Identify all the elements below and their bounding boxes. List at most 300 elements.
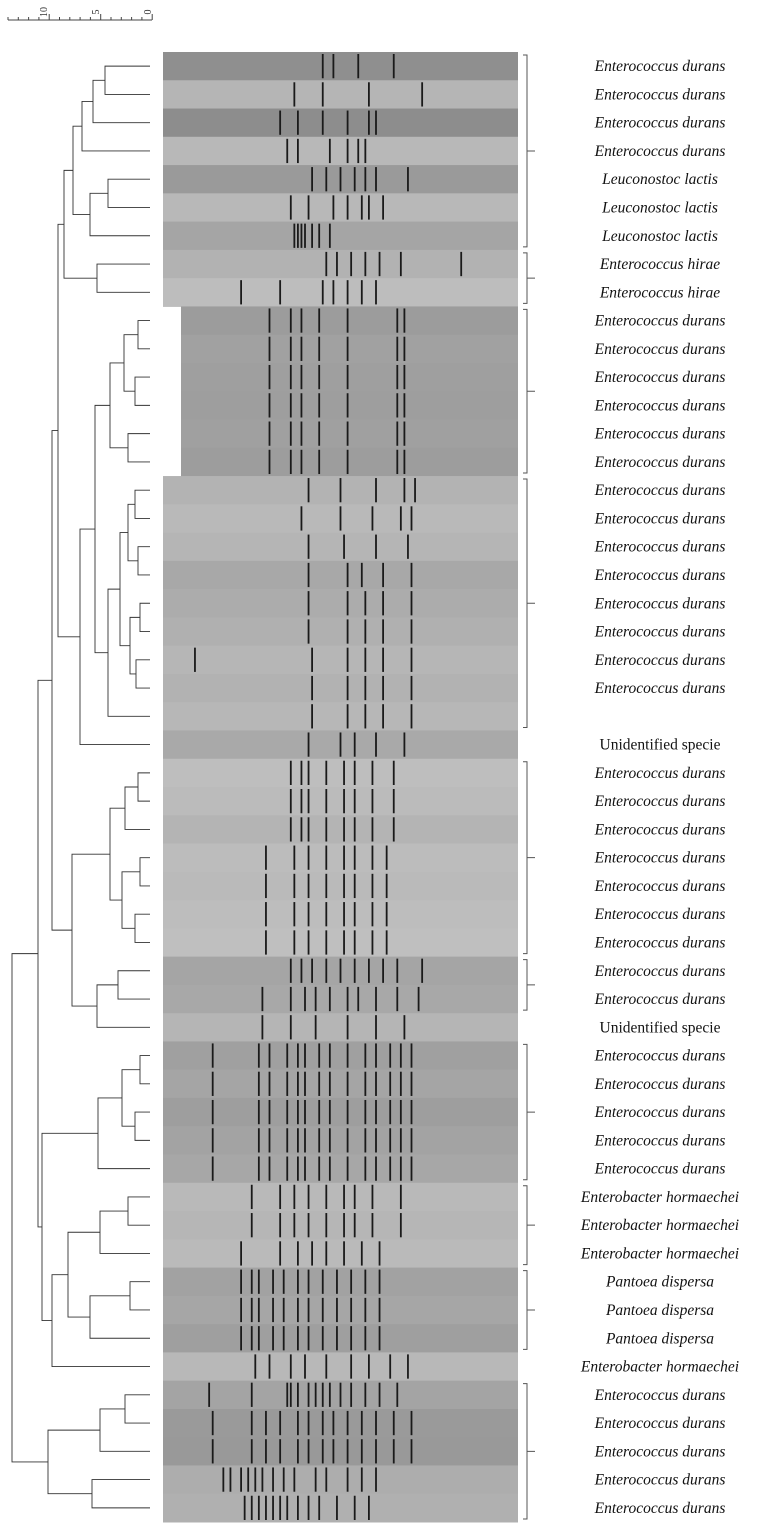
- gel-band: [325, 930, 327, 954]
- gel-band: [194, 648, 196, 672]
- gel-band: [411, 506, 413, 530]
- gel-band: [283, 1467, 285, 1491]
- gel-band: [269, 422, 271, 446]
- group-bracket: [523, 309, 535, 473]
- gel-band: [336, 252, 338, 276]
- gel-band: [364, 1072, 366, 1096]
- gel-band: [311, 648, 313, 672]
- gel-band: [340, 478, 342, 502]
- gel-band: [347, 563, 349, 587]
- gel-band: [354, 167, 356, 191]
- gel-band: [290, 959, 292, 983]
- gel-band: [265, 1496, 267, 1520]
- gel-lane: [181, 363, 518, 392]
- gel-band: [322, 1270, 324, 1294]
- gel-band: [325, 817, 327, 841]
- gel-band: [421, 82, 423, 106]
- gel-band: [329, 1043, 331, 1067]
- gel-band: [343, 817, 345, 841]
- gel-band: [240, 280, 242, 304]
- gel-lane: [163, 1126, 518, 1155]
- isolate-label: Enterococcus durans: [594, 397, 726, 415]
- gel-band: [258, 1270, 260, 1294]
- dendrogram-branch: [64, 170, 97, 278]
- isolate-label: Enterococcus durans: [594, 877, 726, 895]
- gel-band: [347, 1157, 349, 1181]
- gel-band: [325, 167, 327, 191]
- gel-band: [308, 1298, 310, 1322]
- gel-band: [262, 1015, 264, 1039]
- isolate-label: Enterococcus durans: [594, 934, 726, 952]
- gel-band: [304, 1072, 306, 1096]
- gel-band: [347, 1467, 349, 1491]
- gel-lane: [163, 1070, 518, 1099]
- gel-band: [389, 1072, 391, 1096]
- dendrogram-branch: [120, 533, 130, 646]
- gel-band: [361, 563, 363, 587]
- gel-band: [361, 280, 363, 304]
- gel-band: [329, 1100, 331, 1124]
- gel-band: [354, 817, 356, 841]
- isolate-label: Leuconostoc lactis: [602, 199, 718, 217]
- gel-band: [364, 648, 366, 672]
- gel-band: [293, 874, 295, 898]
- gel-band: [343, 1185, 345, 1209]
- gel-band: [364, 1270, 366, 1294]
- gel-band: [386, 874, 388, 898]
- gel-band: [389, 1043, 391, 1067]
- gel-band: [372, 846, 374, 870]
- gel-band: [269, 365, 271, 389]
- gel-band: [336, 1496, 338, 1520]
- dendrogram-branch: [110, 808, 125, 900]
- gel-band: [269, 337, 271, 361]
- gel-band: [251, 1270, 253, 1294]
- gel-band: [272, 1467, 274, 1491]
- gel-band: [304, 1157, 306, 1181]
- dendrogram-branch: [128, 434, 150, 462]
- gel-band: [258, 1496, 260, 1520]
- isolate-label: Enterococcus durans: [594, 623, 726, 641]
- gel-band: [354, 846, 356, 870]
- gel-band: [411, 1411, 413, 1435]
- gel-lane: [163, 1239, 518, 1268]
- gel-lane: [163, 222, 518, 251]
- gel-band: [336, 1270, 338, 1294]
- gel-lane: [163, 815, 518, 844]
- gel-band: [347, 139, 349, 163]
- gel-lane: [163, 1155, 518, 1184]
- gel-lane: [163, 1324, 518, 1353]
- isolate-label: Enterococcus durans: [594, 142, 726, 160]
- dendrogram-branch: [136, 660, 150, 688]
- gel-band: [286, 1072, 288, 1096]
- gel-band: [290, 450, 292, 474]
- gel-band: [318, 450, 320, 474]
- gel-band: [333, 280, 335, 304]
- gel-band: [318, 422, 320, 446]
- dendrogram-branch: [138, 547, 150, 575]
- gel-band: [396, 987, 398, 1011]
- gel-band: [308, 1213, 310, 1237]
- gel-band: [290, 1383, 292, 1407]
- gel-lane: [163, 533, 518, 562]
- gel-band: [301, 450, 303, 474]
- gel-band: [411, 648, 413, 672]
- dendrogram-branch: [90, 193, 150, 235]
- gel-band: [411, 704, 413, 728]
- gel-band: [290, 817, 292, 841]
- gel-band: [368, 1354, 370, 1378]
- dendrogram-branch: [92, 1480, 150, 1508]
- gel-band: [297, 1383, 299, 1407]
- gel-band: [304, 987, 306, 1011]
- gel-band: [375, 1157, 377, 1181]
- isolate-label: Pantoea dispersa: [605, 1273, 715, 1291]
- gel-band: [301, 959, 303, 983]
- isolate-label: Enterococcus durans: [594, 651, 726, 669]
- gel-band: [251, 1496, 253, 1520]
- gel-band: [308, 846, 310, 870]
- gel-band: [325, 789, 327, 813]
- gel-lane: [181, 335, 518, 364]
- gel-band: [240, 1270, 242, 1294]
- gel-band: [265, 902, 267, 926]
- gel-band: [364, 676, 366, 700]
- gel-band: [308, 1326, 310, 1350]
- dendrogram-branch: [135, 490, 150, 518]
- gel-band: [368, 82, 370, 106]
- gel-band: [308, 817, 310, 841]
- gel-band: [372, 874, 374, 898]
- gel-band: [297, 1241, 299, 1265]
- isolate-label: Unidentified specie: [599, 736, 721, 754]
- isolate-label: Enterococcus durans: [594, 453, 726, 471]
- gel-band: [372, 506, 374, 530]
- gel-band: [240, 1326, 242, 1350]
- gel-band: [301, 308, 303, 332]
- gel-band: [311, 959, 313, 983]
- gel-band: [265, 1411, 267, 1435]
- group-bracket: [523, 253, 535, 304]
- gel-band: [375, 167, 377, 191]
- gel-band: [375, 1128, 377, 1152]
- gel-band: [382, 648, 384, 672]
- gel-lane: [163, 1409, 518, 1438]
- gel-band: [382, 959, 384, 983]
- isolate-label: Pantoea dispersa: [605, 1330, 715, 1348]
- gel-band: [240, 1467, 242, 1491]
- gel-band: [269, 1157, 271, 1181]
- isolate-label: Enterococcus durans: [594, 58, 726, 76]
- gel-band: [311, 224, 313, 248]
- gel-band: [293, 930, 295, 954]
- gel-band: [308, 1411, 310, 1435]
- gel-band: [411, 1439, 413, 1463]
- gel-band: [301, 789, 303, 813]
- gel-band: [308, 1383, 310, 1407]
- gel-lane: [181, 448, 518, 477]
- gel-band: [361, 1241, 363, 1265]
- gel-band: [393, 817, 395, 841]
- gel-lane: [163, 137, 518, 166]
- gel-band: [212, 1128, 214, 1152]
- gel-band: [347, 704, 349, 728]
- gel-band: [372, 817, 374, 841]
- gel-band: [293, 1213, 295, 1237]
- dendrogram-branch: [72, 854, 110, 1006]
- gel-band: [290, 1015, 292, 1039]
- gel-band: [208, 1383, 210, 1407]
- gel-band: [325, 1185, 327, 1209]
- dendrogram-branch: [138, 321, 150, 349]
- gel-band: [375, 1467, 377, 1491]
- gel-band: [240, 1298, 242, 1322]
- isolate-label: Enterococcus durans: [594, 538, 726, 556]
- gel-band: [262, 1467, 264, 1491]
- gel-band: [290, 195, 292, 219]
- gel-band: [308, 732, 310, 756]
- gel-band: [258, 1072, 260, 1096]
- gel-band: [340, 506, 342, 530]
- gel-band: [354, 930, 356, 954]
- isolate-label: Enterococcus hirae: [599, 284, 721, 302]
- gel-band: [269, 1043, 271, 1067]
- gel-band: [407, 1354, 409, 1378]
- gel-band: [361, 1467, 363, 1491]
- gel-band: [318, 308, 320, 332]
- gel-band: [400, 1072, 402, 1096]
- dendrogram-branch: [135, 1112, 150, 1140]
- gel-band: [308, 874, 310, 898]
- gel-band: [361, 195, 363, 219]
- gel-lane: [163, 52, 518, 81]
- gel-band: [354, 1185, 356, 1209]
- gel-band: [372, 1213, 374, 1237]
- gel-band: [318, 365, 320, 389]
- gel-band: [325, 846, 327, 870]
- gel-band: [272, 1496, 274, 1520]
- dendrogram-branch: [125, 787, 150, 829]
- gel-band: [411, 676, 413, 700]
- gel-band: [297, 1270, 299, 1294]
- gel-band: [375, 987, 377, 1011]
- gel-band: [361, 1411, 363, 1435]
- gel-band: [389, 1157, 391, 1181]
- isolate-label: Enterobacter hormaechei: [580, 1245, 740, 1263]
- gel-band: [350, 252, 352, 276]
- gel-band: [336, 1326, 338, 1350]
- gel-band: [347, 111, 349, 135]
- gel-band: [379, 1326, 381, 1350]
- isolate-label: Enterococcus durans: [594, 482, 726, 500]
- gel-band: [350, 1270, 352, 1294]
- gel-band: [301, 365, 303, 389]
- gel-band: [396, 365, 398, 389]
- gel-band: [301, 393, 303, 417]
- gel-band: [322, 1439, 324, 1463]
- gel-band: [290, 365, 292, 389]
- gel-band: [290, 761, 292, 785]
- gel-band: [247, 1467, 249, 1491]
- isolate-label: Enterococcus durans: [594, 1443, 726, 1461]
- gel-band: [272, 1326, 274, 1350]
- gel-lane: [163, 1268, 518, 1297]
- gel-band: [386, 846, 388, 870]
- gel-band: [269, 450, 271, 474]
- gel-band: [212, 1411, 214, 1435]
- gel-band: [279, 1411, 281, 1435]
- gel-band: [396, 393, 398, 417]
- gel-band: [364, 704, 366, 728]
- isolate-label: Enterococcus hirae: [599, 256, 721, 274]
- gel-band: [393, 1439, 395, 1463]
- dendrogram-branch: [38, 680, 52, 1227]
- gel-band: [297, 1439, 299, 1463]
- gel-band: [350, 1354, 352, 1378]
- gel-band: [322, 111, 324, 135]
- gel-band: [325, 902, 327, 926]
- gel-band: [411, 1100, 413, 1124]
- gel-band: [382, 195, 384, 219]
- gel-band: [308, 591, 310, 615]
- gel-band: [354, 1496, 356, 1520]
- gel-band: [212, 1157, 214, 1181]
- gel-lane: [163, 646, 518, 675]
- gel-band: [333, 1439, 335, 1463]
- isolate-label: Enterococcus durans: [594, 1160, 726, 1178]
- isolate-label: Enterococcus durans: [594, 793, 726, 811]
- isolate-label: Enterobacter hormaechei: [580, 1217, 740, 1235]
- gel-lane: [163, 900, 518, 929]
- gel-band: [308, 789, 310, 813]
- gel-band: [315, 1383, 317, 1407]
- gel-band: [329, 1128, 331, 1152]
- gel-band: [265, 874, 267, 898]
- gel-band: [347, 450, 349, 474]
- gel-band: [354, 902, 356, 926]
- gel-band: [379, 1298, 381, 1322]
- isolate-label: Leuconostoc lactis: [602, 171, 718, 189]
- dendrogram-branch: [128, 1197, 150, 1225]
- gel-band: [364, 1043, 366, 1067]
- gel-lane: [163, 1041, 518, 1070]
- gel-band: [269, 1128, 271, 1152]
- gel-band: [283, 1326, 285, 1350]
- gel-band: [301, 422, 303, 446]
- gel-band: [372, 761, 374, 785]
- gel-band: [393, 761, 395, 785]
- dendrogram-branch: [108, 179, 150, 207]
- dendrogram-branch: [124, 335, 138, 392]
- gel-band: [354, 789, 356, 813]
- gel-band: [347, 1015, 349, 1039]
- gel-band: [325, 252, 327, 276]
- gel-band: [343, 1241, 345, 1265]
- gel-band: [372, 789, 374, 813]
- gel-band: [325, 1467, 327, 1491]
- gel-band: [347, 422, 349, 446]
- gel-band: [297, 1043, 299, 1067]
- gel-band: [372, 930, 374, 954]
- gel-band: [269, 393, 271, 417]
- gel-band: [258, 1298, 260, 1322]
- gel-lane: [163, 985, 518, 1014]
- gel-lane: [163, 702, 518, 731]
- gel-lane: [163, 674, 518, 703]
- gel-band: [407, 535, 409, 559]
- gel-band: [354, 874, 356, 898]
- gel-band: [396, 337, 398, 361]
- gel-band: [297, 1298, 299, 1322]
- gel-band: [322, 54, 324, 78]
- gel-band: [368, 959, 370, 983]
- gel-band: [251, 1298, 253, 1322]
- gel-band: [286, 1128, 288, 1152]
- gel-band: [375, 535, 377, 559]
- gel-band: [272, 1270, 274, 1294]
- gel-band: [379, 252, 381, 276]
- isolate-label: Leuconostoc lactis: [602, 227, 718, 245]
- gel-band: [308, 902, 310, 926]
- gel-band: [343, 1213, 345, 1237]
- gel-band: [379, 1383, 381, 1407]
- gel-band: [411, 619, 413, 643]
- gel-band: [404, 337, 406, 361]
- gel-band: [304, 1354, 306, 1378]
- scale-tick-label: 10: [39, 7, 50, 17]
- gel-band: [333, 1411, 335, 1435]
- gel-band: [318, 1496, 320, 1520]
- dendrogram-branch: [122, 1070, 140, 1127]
- gel-band: [382, 619, 384, 643]
- gel-lane: [163, 928, 518, 957]
- isolate-label: Enterococcus durans: [594, 510, 726, 528]
- gel-band: [347, 987, 349, 1011]
- group-bracket: [523, 479, 535, 727]
- gel-band: [286, 1157, 288, 1181]
- gel-band: [396, 422, 398, 446]
- gel-band: [375, 1411, 377, 1435]
- gel-lane: [163, 1437, 518, 1466]
- gel-band: [297, 1157, 299, 1181]
- gel-band: [322, 1411, 324, 1435]
- isolate-label: Enterococcus durans: [594, 1075, 726, 1093]
- gel-band: [347, 308, 349, 332]
- gel-band: [379, 1241, 381, 1265]
- gel-band: [329, 224, 331, 248]
- gel-band: [308, 619, 310, 643]
- isolate-label: Enterococcus durans: [594, 1415, 726, 1433]
- gel-lane: [163, 787, 518, 816]
- gel-band: [364, 1128, 366, 1152]
- gel-band: [269, 1072, 271, 1096]
- gel-band: [460, 252, 462, 276]
- gel-band: [301, 817, 303, 841]
- isolate-label: Enterococcus durans: [594, 906, 726, 924]
- gel-band: [308, 563, 310, 587]
- gel-band: [343, 902, 345, 926]
- dendrogram-branch: [135, 377, 150, 405]
- gel-band: [404, 732, 406, 756]
- gel-band: [308, 930, 310, 954]
- gel-band: [407, 167, 409, 191]
- gel-band: [325, 1241, 327, 1265]
- gel-band: [322, 280, 324, 304]
- dendrogram-branch: [118, 971, 150, 999]
- gel-band: [340, 1383, 342, 1407]
- gel-band: [364, 1100, 366, 1124]
